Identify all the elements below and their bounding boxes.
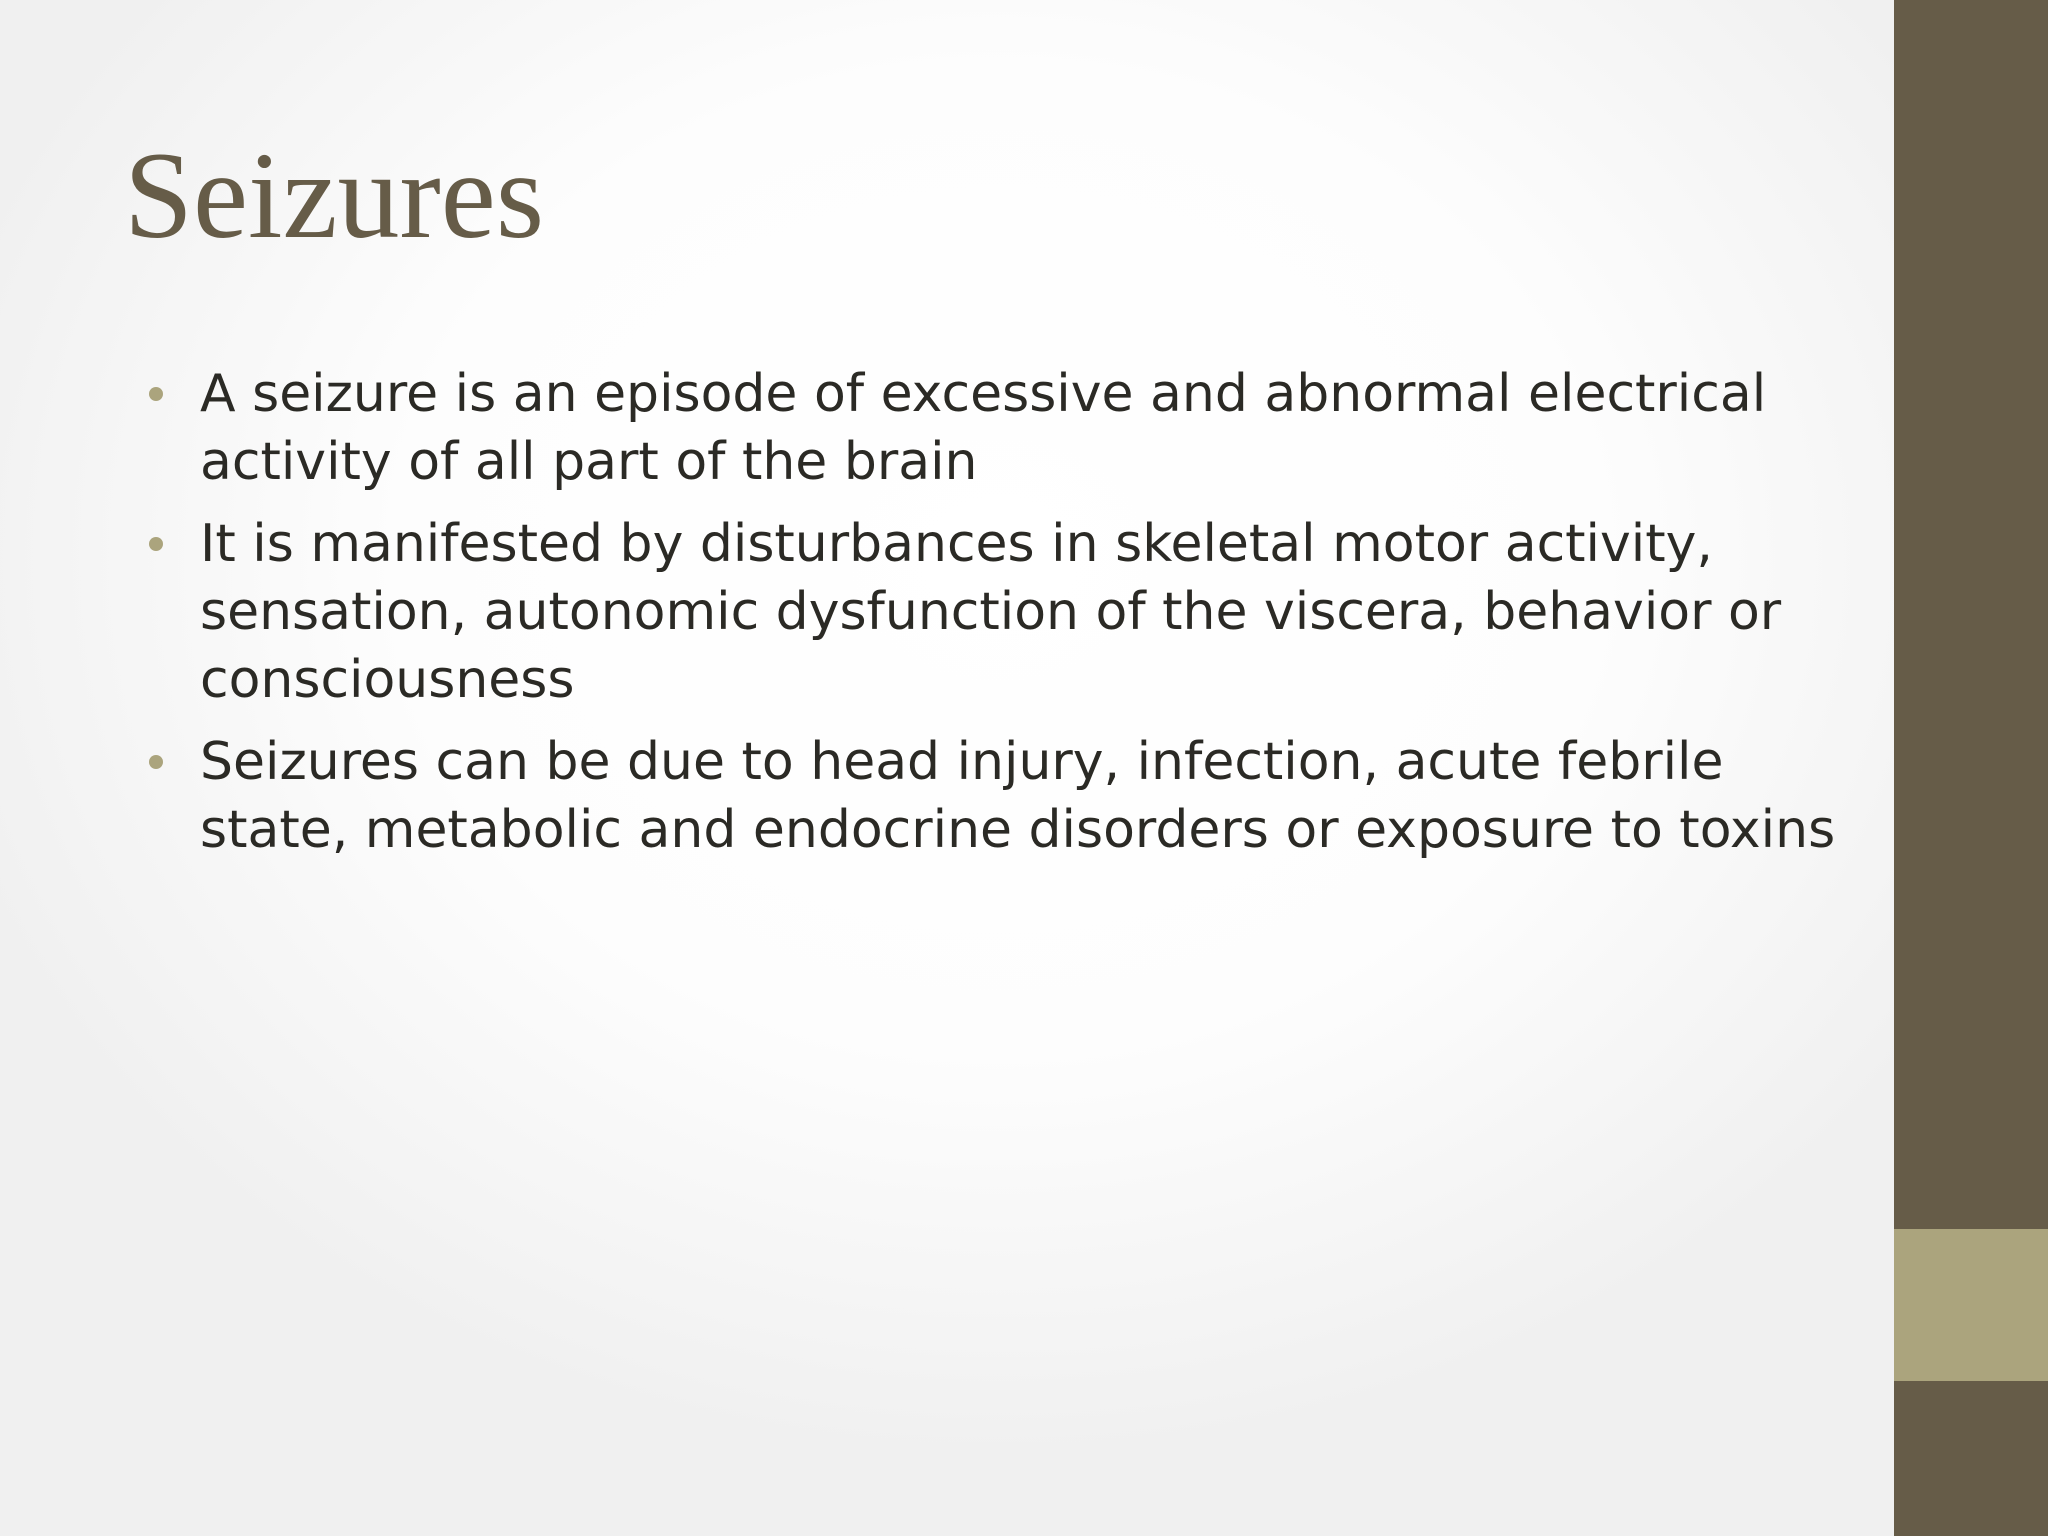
bullet-dot-icon bbox=[149, 755, 163, 769]
bullet-item bbox=[145, 510, 1845, 714]
bullet-text-line: It is manifested by disturbances in skeletal motor activity, bbox=[200, 514, 1713, 574]
bullet-item bbox=[145, 728, 1845, 864]
bullet-text-line: state, metabolic and endocrine disorders or exposure to toxins bbox=[200, 800, 1836, 860]
bullet-text-line: sensation, autonomic dysfunction of the viscera, behavior or bbox=[200, 582, 1782, 642]
bullet-text-line: Seizures can be due to head injury, infection, acute febrile bbox=[200, 732, 1724, 792]
bullet-dot-icon bbox=[149, 387, 163, 401]
bullet-dot-icon bbox=[149, 537, 163, 551]
slide-title: Seizures bbox=[124, 127, 545, 264]
bullet-text-line: activity of all part of the brain bbox=[200, 432, 978, 492]
bullet-item bbox=[145, 360, 1845, 496]
decorative-sidebar-accent bbox=[1894, 1229, 2048, 1381]
bullet-list bbox=[145, 360, 1845, 878]
bullet-text-line: consciousness bbox=[200, 650, 575, 710]
bullet-text-line: A seizure is an episode of excessive and abnormal electrical bbox=[200, 364, 1767, 424]
